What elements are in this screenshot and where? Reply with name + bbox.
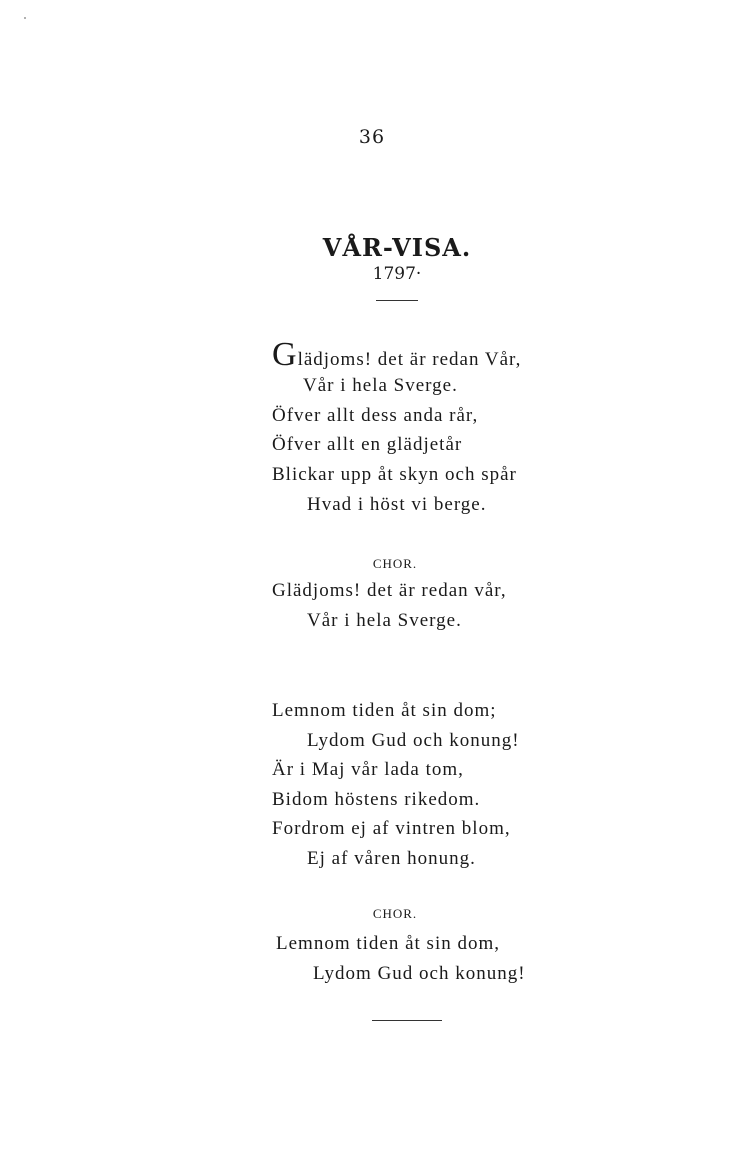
chorus-2-line-2: Lydom Gud och konung!: [313, 963, 526, 984]
drop-cap: G: [272, 336, 298, 373]
poem-year: 1797·: [372, 264, 422, 284]
title-rule: [376, 300, 418, 301]
stanza-2-line-3: Är i Maj vår lada tom,: [272, 759, 464, 780]
stanza-2-line-2: Lydom Gud och konung!: [307, 730, 520, 751]
stanza-1-line-4: Öfver allt en glädjetår: [272, 434, 463, 455]
stanza-2-line-6: Ej af våren honung.: [307, 848, 476, 869]
stanza-1-line-6: Hvad i höst vi berge.: [307, 494, 487, 515]
chorus-2-line-1: Lemnom tiden åt sin dom,: [276, 933, 501, 954]
stanza-2-line-1: Lemnom tiden åt sin dom;: [272, 700, 497, 721]
chorus-1-line-1: Glädjoms! det är redan vår,: [272, 580, 507, 601]
stanza-2-line-4: Bidom höstens rikedom.: [272, 789, 481, 810]
chorus-2-label: CHOR.: [372, 906, 418, 921]
page-speck: [24, 17, 26, 19]
chorus-1-line-2: Vår i hela Sverge.: [307, 610, 462, 631]
end-rule: [372, 1020, 442, 1021]
stanza-1-line-1: [272, 336, 522, 374]
stanza-1-line-1-text: lädjoms! det är redan Vår,: [297, 349, 522, 370]
page-number: 36: [358, 126, 386, 148]
stanza-1-line-3: Öfver allt dess anda rår,: [272, 405, 479, 426]
stanza-1-line-2: Vår i hela Sverge.: [303, 375, 458, 396]
chorus-1-label: CHOR.: [372, 556, 418, 571]
poem-title: VÅR-VISA.: [322, 233, 472, 262]
stanza-2-line-5: Fordrom ej af vintren blom,: [272, 818, 511, 839]
stanza-1-line-5: Blickar upp åt skyn och spår: [272, 464, 517, 485]
